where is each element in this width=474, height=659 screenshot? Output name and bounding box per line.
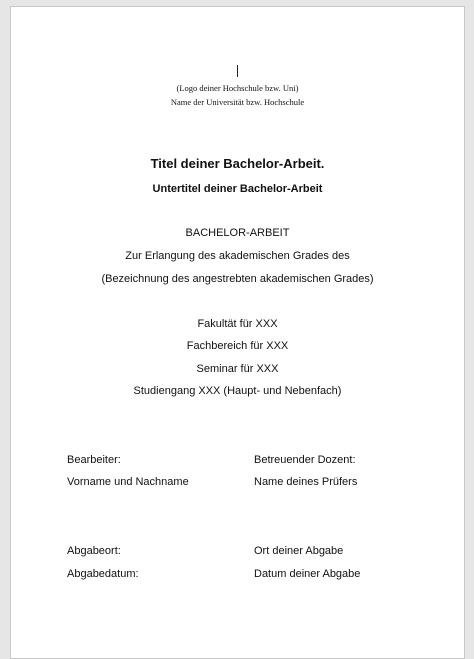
author-label: Bearbeiter: [67, 454, 121, 466]
logo-placeholder-text: (Logo deiner Hochschule bzw. Uni) [176, 83, 299, 93]
submission-place-value: Ort deiner Abgabe [254, 545, 344, 557]
study-program: Studiengang XXX (Haupt- und Nebenfach) [133, 385, 342, 397]
degree-designation: (Bezeichnung des angestrebten akademischen Grades) [101, 273, 374, 285]
seminar: Seminar für XXX [196, 363, 279, 375]
thesis-title: Titel deiner Bachelor-Arbeit. [150, 156, 325, 171]
thesis-subtitle: Untertitel deiner Bachelor-Arbeit [152, 183, 323, 195]
submission-place-label: Abgabeort: [67, 545, 121, 557]
faculty: Fakultät für XXX [197, 318, 278, 330]
text-cursor [237, 65, 238, 77]
thesis-type: BACHELOR-ARBEIT [185, 227, 290, 239]
department: Fachbereich für XXX [186, 340, 289, 352]
author-name: Vorname und Nachname [67, 476, 189, 488]
advisor-label: Betreuender Dozent: [254, 454, 356, 466]
submission-date-value: Datum deiner Abgabe [254, 568, 361, 580]
document-page[interactable] [10, 6, 465, 659]
advisor-name: Name deines Prüfers [254, 476, 358, 488]
submission-date-label: Abgabedatum: [67, 568, 139, 580]
university-name: Name der Universität bzw. Hochschule [170, 97, 305, 107]
degree-purpose: Zur Erlangung des akademischen Grades des [125, 250, 350, 262]
